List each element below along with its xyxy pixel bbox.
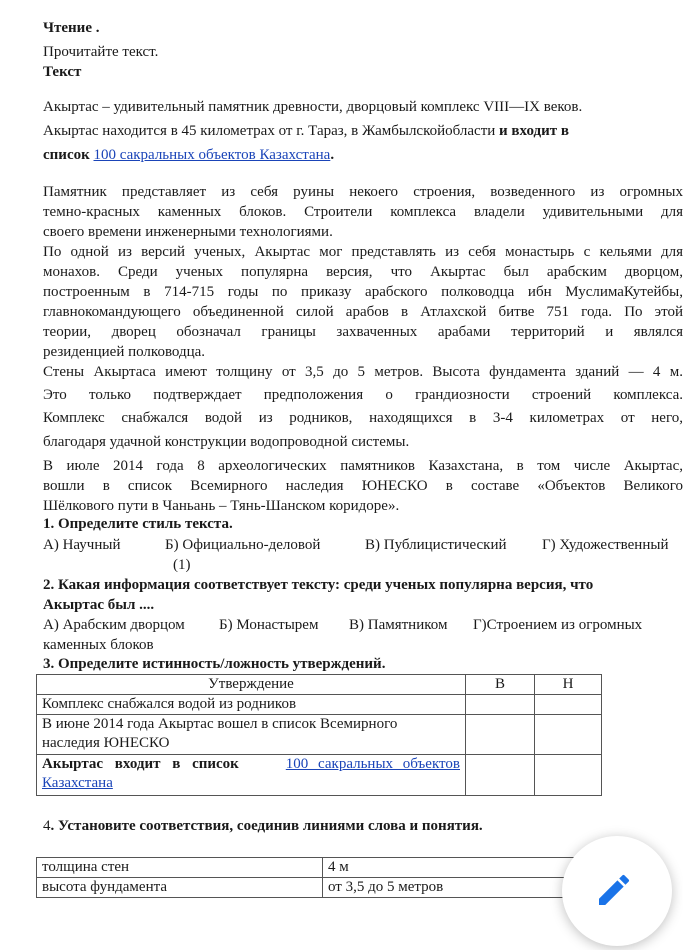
intro-line-3-bold: список	[43, 147, 94, 163]
article-line: темно-красных каменных блоков. Строители комплекса владели удивительными для	[43, 204, 683, 220]
q1-option-a: А) Научный	[43, 537, 121, 553]
article-line: Комплекс снабжался водой из родников, находящихся в 3-4 километрах от него,	[43, 410, 683, 426]
article-line: своего времени инженерными технологиями.	[43, 224, 333, 240]
q2-question-line-2: Акыртас был ....	[43, 597, 155, 613]
sacral-objects-link[interactable]: 100 сакральных объектов Казахстана	[93, 147, 331, 163]
statement-cell	[37, 695, 466, 715]
article-line: Стены Акыртаса имеют толщину от 3,5 до 5 метров. Высота фундамента зданий — 4 м.	[43, 364, 683, 380]
intro-line-2-bold: и входит в	[495, 123, 569, 139]
article-line: главнокомандующего объединенной силой арабов в Атлахской битве 751 года. По этой	[43, 304, 683, 320]
statement-bold: Акыртас входит в список	[42, 756, 239, 772]
value-cell: от 3,5 до 5 метров	[323, 878, 616, 898]
sacral-objects-link-table-cont[interactable]: Казахстана	[42, 775, 113, 791]
header-true: В	[466, 675, 535, 695]
truth-table	[36, 674, 602, 796]
intro-line-3-end: .	[330, 147, 335, 163]
sacral-objects-link-table[interactable]: 100 сакральных объектов	[285, 756, 460, 772]
value-cell: 4 м	[323, 858, 616, 878]
table-row	[37, 878, 616, 898]
q1-option-b: Б) Официально-деловой	[165, 537, 321, 553]
statement-text-cont: наследия ЮНЕСКО	[42, 735, 170, 751]
article-line: благодаря удачной конструкции водопроводной системы.	[43, 434, 410, 450]
article-line: Шёлкового пути в Чаньань – Тянь-Шанском коридоре».	[43, 498, 400, 514]
intro-line-2	[43, 123, 569, 140]
true-cell[interactable]	[466, 715, 535, 755]
table-header-row	[37, 675, 602, 695]
q4-question	[43, 818, 483, 835]
header-statement: Утверждение	[37, 675, 466, 695]
q1-option-d: Г) Художественный	[542, 537, 669, 553]
article-line: Это только подтверждает предположения о грандиозности строений комплекса.	[43, 387, 683, 403]
pencil-icon	[594, 870, 634, 910]
statement-line	[42, 755, 460, 774]
table-row	[37, 755, 602, 796]
edit-fab-button[interactable]	[562, 836, 672, 946]
section-title: Чтение .	[43, 20, 100, 36]
statement-cell	[37, 715, 466, 755]
article-line: Памятник представляет из себя руины некоего строения, возведенного из огромных	[43, 184, 683, 200]
table-row	[37, 858, 616, 878]
q2-question-line-1: 2. Какая информация соответствует тексту: среди ученых популярна версия, что	[43, 577, 594, 593]
article-line: В июле 2014 года 8 археологических памятников Казахстана, в том числе Акыртас,	[43, 458, 683, 474]
q2-option-b: Б) Монастырем	[219, 617, 319, 633]
q1-points: (1)	[173, 557, 191, 573]
true-cell[interactable]	[466, 755, 535, 796]
statement-text: В июне 2014 года Акыртас вошел в список Всемирного	[42, 716, 398, 732]
header-false: Н	[535, 675, 602, 695]
false-cell[interactable]	[535, 715, 602, 755]
instruction: Прочитайте текст.	[43, 44, 159, 60]
false-cell[interactable]	[535, 695, 602, 715]
article-line: вошли в список Всемирного наследия ЮНЕСКО в составе «Объектов Великого	[43, 478, 683, 494]
intro-line-1: Акыртас – удивительный памятник древности, дворцовый комплекс VIII—IX веков.	[43, 99, 583, 115]
statement-text: Комплекс снабжался водой из родников	[42, 696, 297, 712]
article-line: резиденцией полководца.	[43, 344, 206, 360]
article-line: построенным в 714-715 годы по приказу арабского полководца ибн МуслимаКутейбы,	[43, 284, 683, 300]
intro-line-2-text: Акыртас находится в 45 километрах от г. Тараз, в Жамбылскойобласти	[43, 123, 496, 139]
true-cell[interactable]	[466, 695, 535, 715]
intro-line-3	[43, 147, 334, 164]
article-line: монахов. Среди ученых популярна версия, что Акыртас был арабским дворцом,	[43, 264, 683, 280]
q4-number: 4	[43, 818, 51, 834]
q1-option-c: В) Публицистический	[365, 537, 507, 553]
article-line: теории, дворец обозначал границы захваченных арабами территорий и являлся	[43, 324, 683, 340]
article-line: По одной из версий ученых, Акыртас мог представлять из себя монастырь с кельями для	[43, 244, 683, 260]
q3-question: 3. Определите истинность/ложность утверждений.	[43, 656, 386, 672]
q2-option-continuation: каменных блоков	[43, 637, 154, 653]
q4-text: . Установите соответствия, соединив линиями слова и понятия.	[50, 818, 483, 834]
term-cell: толщина стен	[37, 858, 323, 878]
table-row	[37, 695, 602, 715]
q2-option-a: А) Арабским дворцом	[43, 617, 185, 633]
statement-cell	[37, 755, 466, 796]
q2-option-d: Г)Строением из огромных	[473, 617, 643, 633]
table-row	[37, 715, 602, 755]
text-label: Текст	[43, 64, 82, 80]
false-cell[interactable]	[535, 755, 602, 796]
q1-question: 1. Определите стиль текста.	[43, 516, 233, 532]
matching-table	[36, 857, 616, 898]
term-cell: высота фундамента	[37, 878, 323, 898]
q2-option-c: В) Памятником	[349, 617, 448, 633]
